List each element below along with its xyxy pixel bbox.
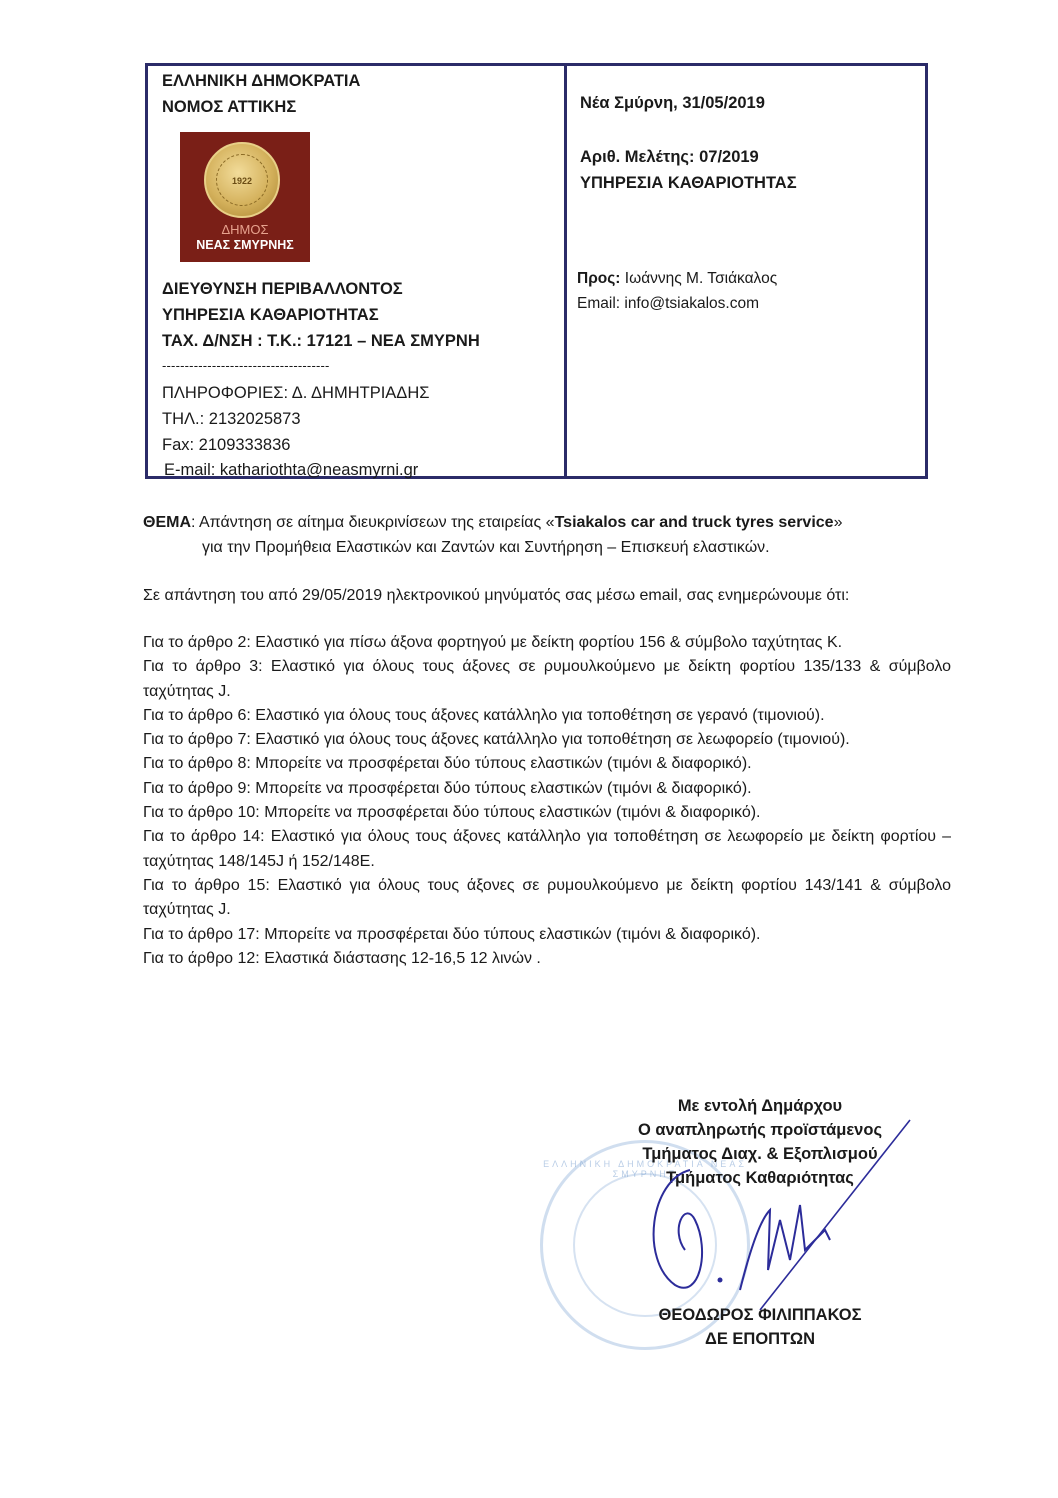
recipient-email[interactable]: Email: info@tsiakalos.com (577, 295, 759, 312)
to-name: Ιωάννης Μ. Τσιάκαλος (620, 270, 778, 287)
signature-authority: Με εντολή Δημάρχου (677, 1097, 843, 1115)
subject-line (143, 511, 951, 534)
subject-text-end: » (833, 514, 843, 531)
list-item: Για το άρθρο 8: Μπορείτε να προσφέρεται δύο τύπους ελαστικών (τιμόνι & διαφορικό). (143, 755, 752, 773)
logo-line-1: ΔΗΜΟΣ (221, 222, 269, 237)
separator-line: ------------------------------------- (162, 358, 330, 373)
list-item: Για το άρθρο 6: Ελαστικό για όλους τους άξονες κατάλληλο για τοποθέτηση σε γερανό (τιμονιού). (143, 706, 825, 724)
sender-email[interactable]: E-mail: kathariothta@neasmyrni.gr (164, 461, 419, 479)
signature-section: Τμήματος Καθαριότητας (666, 1169, 854, 1187)
recipient-block (567, 66, 925, 476)
postal-address: ΤΑΧ. Δ/ΝΣΗ : Τ.Κ.: 17121 – ΝΕΑ ΣΜΥΡΝΗ (162, 332, 480, 350)
service-name: ΥΠΗΡΕΣΙΑ ΚΑΘΑΡΙΟΤΗΤΑΣ (162, 306, 379, 324)
fax-number: Fax: 2109333836 (162, 436, 291, 454)
list-item: Για το άρθρο 3: Ελαστικό για όλους τους άξονες σε ρυμουλκούμενο με δείκτη φορτίου 135/133 & σύμβολο ταχύτητας J. (143, 658, 951, 700)
subject-company: Tsiakalos car and truck tyres service (554, 514, 834, 531)
list-item: Για το άρθρο 15: Ελαστικό για όλους τους άξονες σε ρυμουλκούμενο με δείκτη φορτίου 143/141 & σύμβολο ταχύτητας J. (143, 876, 951, 919)
contact-person: ΠΛΗΡΟΦΟΡΙΕΣ: Δ. ΔΗΜΗΤΡΙΑΔΗΣ (162, 384, 430, 402)
signatory-block (590, 1303, 930, 1351)
list-item: Για το άρθρο 7: Ελαστικό για όλους τους άξονες κατάλληλο για τοποθέτηση σε λεωφορείο (τιμονιού). (143, 731, 850, 749)
list-item: Για το άρθρο 9: Μπορείτε να προσφέρεται δύο τύπους ελαστικών (τιμόνι & διαφορικό). (143, 779, 752, 797)
country-name: ΕΛΛΗΝΙΚΗ ΔΗΜΟΚΡΑΤΙΑ (162, 72, 361, 90)
subject-line-2: για την Προμήθεια Ελαστικών και Ζαντών και Συντήρηση – Επισκευή ελαστικών. (202, 539, 770, 556)
intro-paragraph: Σε απάντηση του από 29/05/2019 ηλεκτρονικού μηνύματός σας μέσω email, σας ενημερώνουμε ότι: (143, 587, 850, 604)
seal-coin (204, 142, 280, 218)
seal-year: 1922 (216, 154, 268, 206)
list-item: Για το άρθρο 10: Μπορείτε να προσφέρεται δύο τύπους ελαστικών (τιμόνι & διαφορικό). (143, 804, 761, 822)
municipality-seal-icon (180, 132, 310, 262)
stamp-text: ΕΛΛΗΝΙΚΗ ΔΗΜΟΚΡΑΤΙΑ ΝΕΑΣ ΣΜΥΡΝΗΣ (543, 1159, 747, 1179)
subject-label: ΘΕΜΑ (143, 514, 191, 531)
list-item: Για το άρθρο 12: Ελαστικά διάστασης 12-16,5 12 λινών . (143, 949, 541, 967)
signature-role: Ο αναπληρωτής προϊστάμενος (637, 1121, 883, 1139)
signatory-title: ΔΕ ΕΠΟΠΤΩΝ (704, 1330, 816, 1348)
subject-text: : Απάντηση σε αίτημα διευκρινίσεων της εταιρείας « (191, 514, 555, 531)
place-date: Νέα Σμύρνη, 31/05/2019 (580, 94, 765, 112)
list-item: Για το άρθρο 17: Μπορείτε να προσφέρεται δύο τύπους ελαστικών (τιμόνι & διαφορικό). (143, 925, 761, 943)
phone-number: ΤΗΛ.: 2132025873 (162, 410, 301, 428)
study-number: Αριθ. Μελέτης: 07/2019 (580, 148, 759, 166)
logo-line-2: ΝΕΑΣ ΣΜΥΡΝΗΣ (196, 238, 294, 252)
signature-department: Τμήματος Διαχ. & Εξοπλισμού (642, 1145, 878, 1163)
recipient-name (577, 270, 777, 288)
sender-block (148, 66, 567, 479)
list-item: Για το άρθρο 2: Ελαστικό για πίσω άξονα φορτηγού με δείκτη φορτίου 156 & σύμβολο ταχύτητας Κ. (143, 634, 843, 651)
letterhead-table (145, 63, 928, 479)
to-label: Προς: (577, 270, 621, 287)
service-name-right: ΥΠΗΡΕΣΙΑ ΚΑΘΑΡΙΟΤΗΤΑΣ (580, 174, 797, 192)
clarifications-list (143, 631, 951, 971)
list-item: Για το άρθρο 14: Ελαστικό για όλους τους άξονες κατάλληλο για τοποθέτηση σε λεωφορείο με δείκτη φορτίου – ταχύτητας 148/145J ή 152/148E. (143, 828, 951, 870)
prefecture-name: ΝΟΜΟΣ ΑΤΤΙΚΗΣ (162, 98, 297, 116)
directorate: ΔΙΕΥΘΥΝΣΗ ΠΕΡΙΒΑΛΛΟΝΤΟΣ (162, 280, 403, 298)
signatory-name: ΘΕΟΔΩΡΟΣ ΦΙΛΙΠΠΑΚΟΣ (658, 1306, 862, 1324)
handwritten-signature-icon (630, 1110, 930, 1310)
